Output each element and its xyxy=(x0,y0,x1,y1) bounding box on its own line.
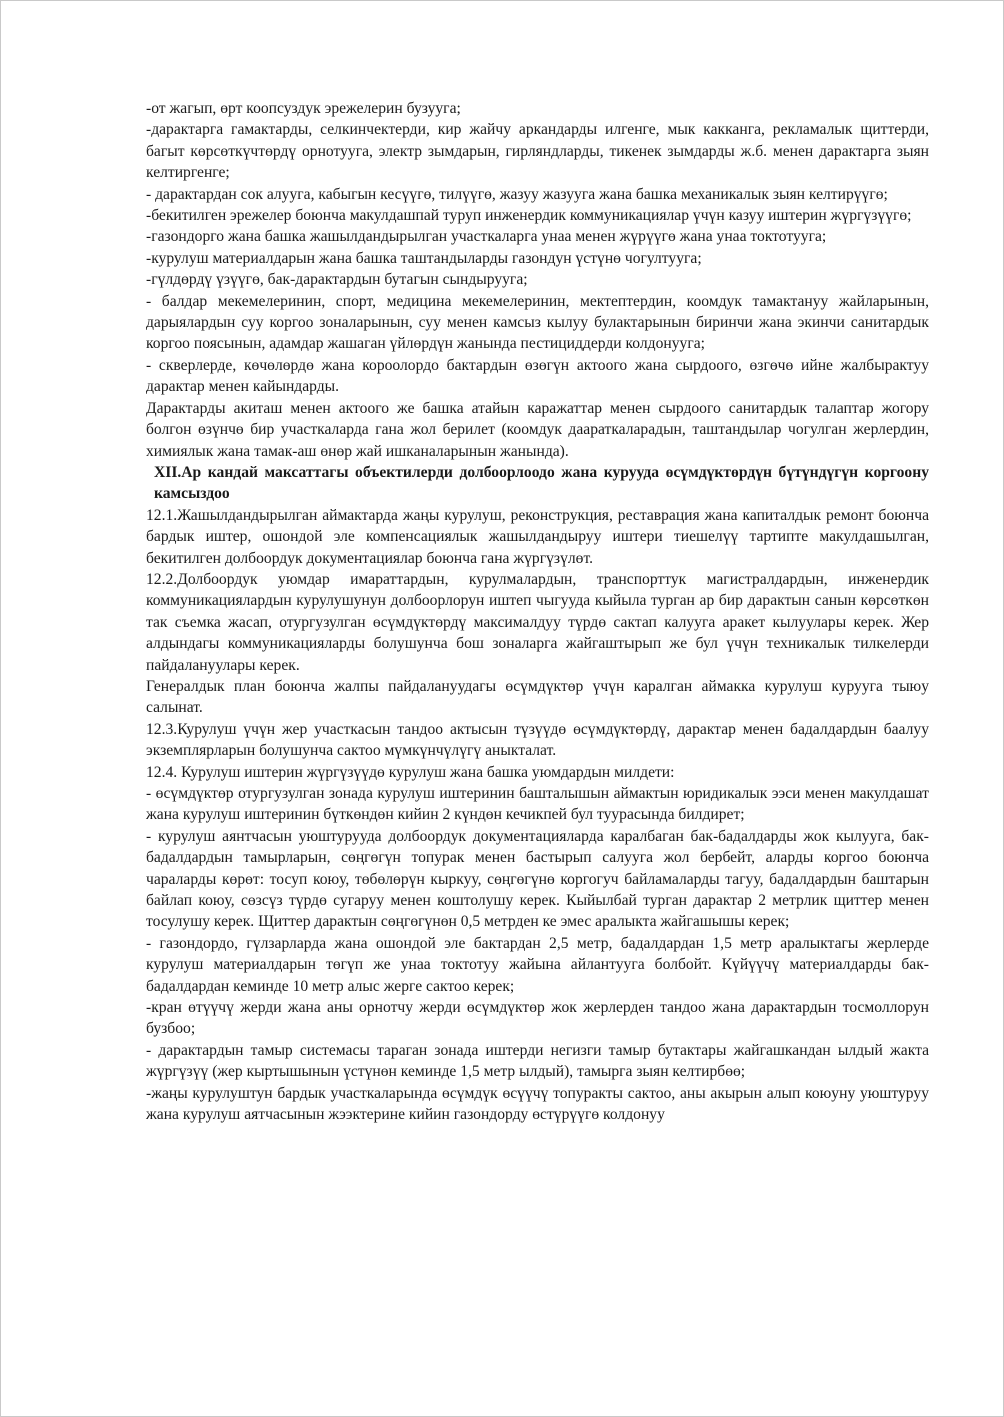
paragraph: - газондордо, гүлзарларда жана ошондой эле бактардан 2,5 метр, бадалдардан 1,5 метр аралыктагы жерлерде курулуш материалдарын төгүп же унаа токтотуу жайына айлантууга болбойт. Күйүүчү материалдарды бак-бадалдардан кеминде 10 метр алыс жерге сактоо керек; xyxy=(146,934,929,995)
paragraph: - курулуш аянтчасын уюштурууда долбоордук документацияларда каралбаган бак-бадалдарды жок кылууга, бак-бадалдардын тамырларын, сөңгөгүн топурак менен бастырып салууга жол бербейт, аларды коргоо боюнча чараларды көрөт: тосуп коюу, төбөлөрүн кыркуу, сөңгөгүнө коргогуч байламаларды тагуу, бадалдардын баштарын байлап коюу, сөзсүз түрдө сугаруу менен коштолушу керек. Кыйылбай турган дарактар 2 метрлик щиттер менен тосулушу керек. Щиттер дарактын сөңгөгүнөн 0,5 метрден ке эмес аралыкта жайгашышы керек; xyxy=(146,827,929,931)
paragraph: -кран өтүүчү жерди жана аны орнотчу жерди өсүмдүктөр жок жерлерден тандоо жана дарактардын тосмоллорун бузбоо; xyxy=(146,999,929,1038)
paragraph: -бекитилген эрежелер боюнча макулдашпай туруп инженердик коммуникациялар үчүн казуу иштерин жүргүзүүгө; xyxy=(146,207,912,225)
paragraph: Дарактарды акиташ менен актоого же башка атайын каражаттар менен сырдоого санитардык талаптар жогору болгон өзүнчө бир участкаларда гана жол берилет (коомдук даараткаларадын, таштандылар чогулган жерлердин, химиялык жана тамак-аш өнөр жай ишканаларынын жанында). xyxy=(146,399,929,460)
paragraph: -гүлдөрдү үзүүгө, бак-дарактардын бутагын сындырууга; xyxy=(146,271,528,289)
paragraph: -от жагып, өрт коопсуздук эрежелерин бузууга; xyxy=(146,100,461,117)
paragraph: - өсүмдүктөр отургузулган зонада курулуш иштеринин башталышын аймактын юридикалык ээси менен макулдашат жана курулуш иштеринин бүткөндөн кийин 2 күндөн кечикпей бул туурасында билдирет; xyxy=(146,785,929,824)
paragraph: -дарактарга гамактарды, селкинчектерди, кир жайчу аркандарды илгенге, мык какканга, рекламалык щиттерди, багыт көрсөткүчтөрдү орнотууга, электр зымдарын, гирляндларды, тикенек зымдарды ж.б. менен дарактарга зыян келтиргенге; xyxy=(146,121,929,182)
paragraph: -жаңы курулуштун бардык участкаларында өсүмдүк өсүүчү топуракты сактоо, аны акырын алып коюуну уюштуруу жана курулуш аятчасынын жээктерине кийин газондорду өстүрүүгө колдонуу xyxy=(146,1084,929,1124)
paragraph: -газондорго жана башка жашылдандырылган участкаларга унаа менен жүрүүгө жана унаа токтотууга; xyxy=(146,228,827,246)
paragraph: 12.3.Курулуш үчүн жер участкасын тандоо актысын түзүүдө өсүмдүктөрдү, дарактар менен бадалдардын баалуу экземплярларын болушунча сактоо мүмкүнчүлүгү аныкталат. xyxy=(146,720,929,760)
document-body xyxy=(146,98,929,1126)
paragraph: - дарактардын тамыр системасы тараган зонада иштерди негизги тамыр бутактары жайгашкандан ылдый жакта жүргүзүү (жер кыртышынын үстүнөн кеминде 1,5 метр ылдый), тамырга зыян келтирбөө; xyxy=(146,1041,929,1081)
paragraph: - дарактардан сок алууга, кабыгын кесүүгө, тилүүгө, жазуу жазууга жана башка механикалык зыян келтирүүгө; xyxy=(146,185,888,203)
paragraph: 12.4. Курулуш иштерин жүргүзүүдө курулуш жана башка уюмдардын милдети: xyxy=(146,763,675,781)
paragraph: - балдар мекемелеринин, спорт, медицина мекемелеринин, мектептердин, коомдук тамактануу жайларынын, дарыялардын суу коргоо зоналарынын, суу менен камсыз кылуу булактарынын биринчи жана экинчи санитардык коргоо поясынын, адамдар жашаган үйлөрдүн жанында пестициддерди колдонууга; xyxy=(146,292,929,353)
paragraph: 12.1.Жашылдандырылган аймактарда жаңы курулуш, реконструкция, реставрация жана капиталдык ремонт боюнча бардык иштер, ошондой эле компенсациялык жашылдандыруу иштери тиешелүү тартипте макулдашылган, бекитилген долбоордук документациялар боюнча гана жүргүзүлөт. xyxy=(146,506,929,567)
paragraph: Генералдык план боюнча жалпы пайдалануудагы өсүмдүктөр үчүн каралган аймакка курулуш курууга тыюу салынат. xyxy=(146,677,929,717)
paragraph: -курулуш материалдарын жана башка таштандыларды газондун үстүнө чогултууга; xyxy=(146,249,702,267)
paragraph: - скверлерде, көчөлөрдө жана короолордо бактардын өзөгүн актоого жана сырдоого, өзгөчө ийне жалбырактуу дарактар менен кайындарды. xyxy=(146,356,929,396)
paragraph: 12.2.Долбоордук уюмдар имараттардын, курулмалардын, транспорттук магистралдардын, инженердик коммуникациялардын курулушунун долбоорлорун иштеп чыгууда кыйыла турган ар бир дарактын санын көрсөткөн так съемка жасап, отургузулган өсүмдүктөрдү максималдуу түрдө сактап калууга аракет кылуулары керек. Жер алдындагы коммуникацияларды болушунча бош зоналарга жайгаштырып же бул үчүн техникалык тилкелерди пайдалануулары керек. xyxy=(146,570,929,674)
section-heading: XII.Ар кандай максаттагы объектилерди долбоорлоодо жана курууда өсүмдүктөрдүн бүтүндүгүн коргоону камсыздоо xyxy=(154,463,929,503)
